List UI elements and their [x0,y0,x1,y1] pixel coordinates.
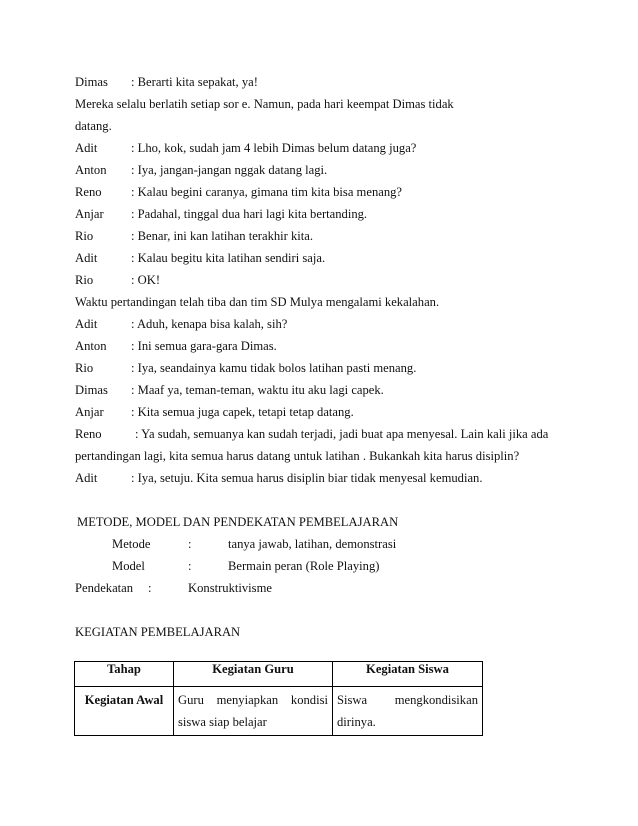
colon-separator: : [188,559,192,573]
utterance-continuation: pertandingan lagi, kita semua harus datang untuk latihan . Bukankah kita harus disiplin? [75,449,520,463]
utterance: : OK! [131,273,161,287]
utterance: : Iya, seandainya kamu tidak bolos latihan pasti menang. [131,361,417,375]
speaker-name: Adit [75,251,98,265]
approach-value: Konstruktivisme [188,581,272,595]
utterance: : Padahal, tinggal dua hari lagi kita bertanding. [131,207,368,221]
table-row [75,687,483,736]
table-header-row [75,662,483,687]
speaker-name: Dimas [75,383,108,397]
utterance: : Maaf ya, teman-teman, waktu itu aku lagi capek. [131,383,384,397]
utterance: : Kalau begitu kita latihan sendiri saja. [131,251,326,265]
method-label: Metode [112,537,151,551]
colon-separator: : [148,581,152,595]
cell-line: Siswa mengkondisikan [337,693,478,707]
teacher-activity-cell [174,687,333,736]
utterance: : Ini semua gara-gara Dimas. [131,339,277,353]
column-header: Kegiatan Siswa [333,662,483,687]
utterance: : Iya, setuju. Kita semua harus disiplin biar tidak menyesal kemudian. [131,471,483,485]
method-value: tanya jawab, latihan, demonstrasi [228,537,397,551]
speaker-name: Anton [75,339,107,353]
speaker-name: Anjar [75,207,104,221]
narration-line: Mereka selalu berlatih setiap sor e. Namun, pada hari keempat Dimas tidak [75,97,454,111]
activity-table [74,661,483,736]
utterance: : Lho, kok, sudah jam 4 lebih Dimas belum datang juga? [131,141,417,155]
section-heading: KEGIATAN PEMBELAJARAN [75,625,241,639]
narration-line: Waktu pertandingan telah tiba dan tim SD Mulya mengalami kekalahan. [75,295,440,309]
speaker-name: Reno [75,427,102,441]
utterance: : Aduh, kenapa bisa kalah, sih? [131,317,288,331]
column-header: Tahap [75,662,174,687]
speaker-name: Adit [75,141,98,155]
stage-cell: Kegiatan Awal [75,687,174,736]
speaker-name: Anjar [75,405,104,419]
model-value: Bermain peran (Role Playing) [228,559,380,573]
speaker-name: Rio [75,229,94,243]
speaker-name: Rio [75,361,94,375]
speaker-name: Anton [75,163,107,177]
speaker-name: Rio [75,273,94,287]
column-header: Kegiatan Guru [174,662,333,687]
colon-separator: : [188,537,192,551]
utterance: : Benar, ini kan latihan terakhir kita. [131,229,314,243]
cell-line: dirinya. [337,715,376,729]
narration-line: datang. [75,119,112,133]
cell-line: Guru menyiapkan kondisi [178,693,328,707]
section-heading: METODE, MODEL DAN PENDEKATAN PEMBELAJARAN [77,515,399,529]
utterance: : Ya sudah, semuanya kan sudah terjadi, jadi buat apa menyesal. Lain kali jika ada [135,427,549,441]
utterance: : Berarti kita sepakat, ya! [131,75,258,89]
cell-line: siswa siap belajar [178,715,267,729]
speaker-name: Dimas [75,75,108,89]
speaker-name: Adit [75,317,98,331]
speaker-name: Adit [75,471,98,485]
student-activity-cell [333,687,483,736]
speaker-name: Reno [75,185,102,199]
approach-label: Pendekatan [75,581,134,595]
utterance: : Kalau begini caranya, gimana tim kita bisa menang? [131,185,403,199]
utterance: : Iya, jangan-jangan nggak datang lagi. [131,163,328,177]
model-label: Model [112,559,145,573]
utterance: : Kita semua juga capek, tetapi tetap datang. [131,405,354,419]
